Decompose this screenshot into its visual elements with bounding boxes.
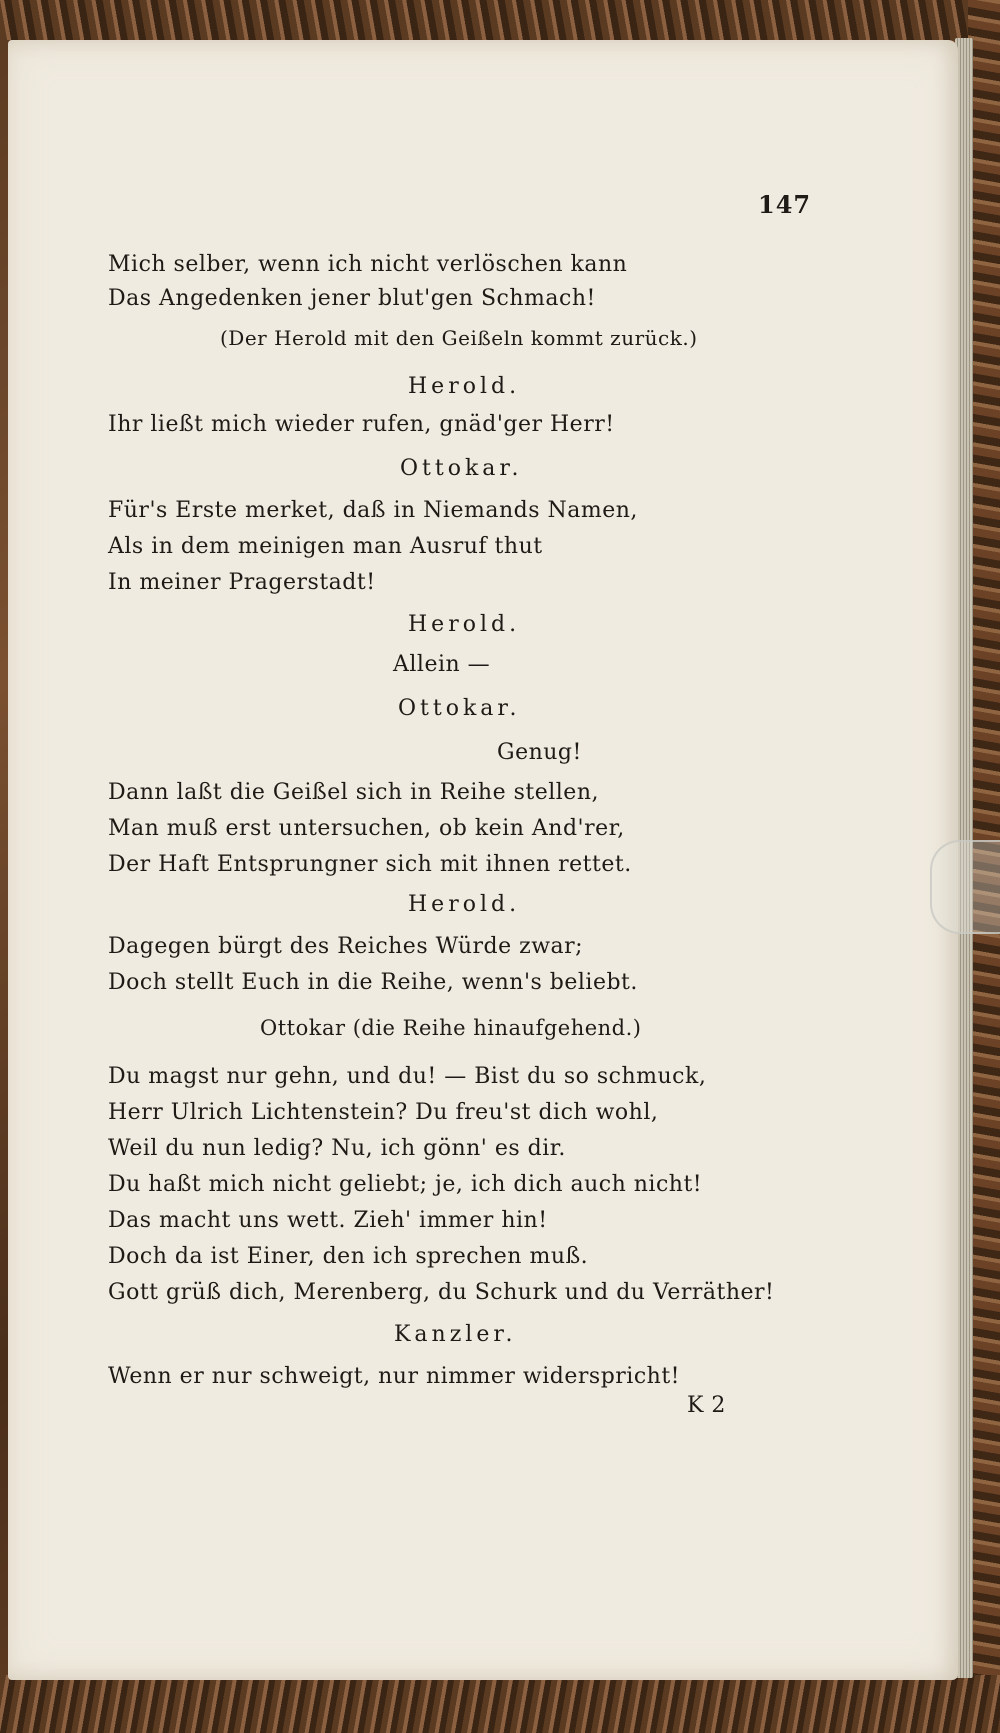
speaker-name: Ottokar. — [398, 696, 521, 721]
verse-line: Dagegen bürgt des Reiches Würde zwar; — [108, 934, 584, 959]
page-number: 147 — [758, 190, 812, 219]
verse-line: Du magst nur gehn, und du! — Bist du so schmuck, — [108, 1064, 707, 1089]
verse-line: Gott grüß dich, Merenberg, du Schurk und du Verräther! — [108, 1280, 775, 1305]
speaker-name: Herold. — [408, 612, 521, 637]
page-clip — [930, 840, 1000, 934]
speaker-with-stage-direction: Ottokar (die Reihe hinaufgehend.) — [260, 1016, 642, 1040]
stage-direction: (Der Herold mit den Geißeln kommt zurück.) — [220, 326, 698, 350]
verse-line: Das macht uns wett. Zieh' immer hin! — [108, 1208, 548, 1233]
verse-line: Wenn er nur schweigt, nur nimmer widerspricht! — [108, 1364, 681, 1389]
verse-line: Mich selber, wenn ich nicht verlöschen kann — [108, 252, 628, 277]
verse-line: Als in dem meinigen man Ausruf thut — [108, 534, 543, 559]
verse-line: Genug! — [497, 740, 582, 765]
verse-line: Der Haft Entsprungner sich mit ihnen rettet. — [108, 852, 632, 877]
verse-line: Allein — — [393, 652, 491, 677]
verse-line: Herr Ulrich Lichtenstein? Du freu'st dich wohl, — [108, 1100, 659, 1125]
speaker-name: Ottokar. — [400, 456, 523, 481]
cover-edge-top — [0, 0, 1000, 40]
speaker-name: Kanzler. — [394, 1322, 517, 1347]
cover-edge-bottom — [0, 1675, 1000, 1733]
verse-line: Das Angedenken jener blut'gen Schmach! — [108, 286, 596, 311]
verse-line: Ihr ließt mich wieder rufen, gnäd'ger Herr! — [108, 412, 615, 437]
verse-line: Für's Erste merket, daß in Niemands Namen, — [108, 498, 638, 523]
verse-line: Dann laßt die Geißel sich in Reihe stellen, — [108, 780, 599, 805]
speaker-name: Herold. — [408, 892, 521, 917]
speaker-name: Herold. — [408, 374, 521, 399]
signature-mark: K 2 — [687, 1393, 726, 1418]
verse-line: Du haßt mich nicht geliebt; je, ich dich auch nicht! — [108, 1172, 703, 1197]
verse-line: Weil du nun ledig? Nu, ich gönn' es dir. — [108, 1136, 566, 1161]
verse-line: Doch stellt Euch in die Reihe, wenn's beliebt. — [108, 970, 638, 995]
verse-line: Doch da ist Einer, den ich sprechen muß. — [108, 1244, 589, 1269]
verse-line: In meiner Pragerstadt! — [108, 570, 376, 595]
verse-line: Man muß erst untersuchen, ob kein And'rer, — [108, 816, 625, 841]
